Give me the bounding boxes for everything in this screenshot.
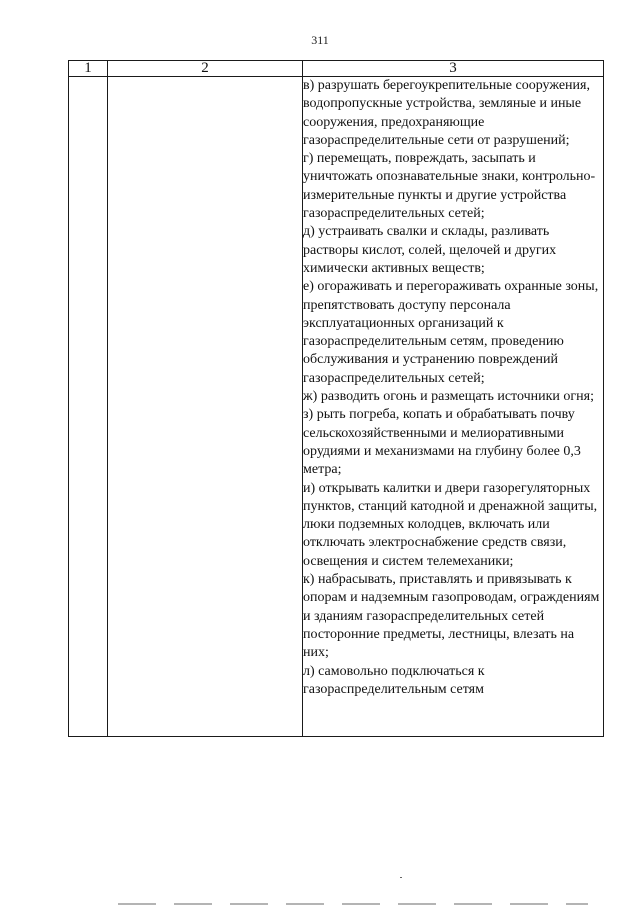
- regulation-table: [68, 60, 604, 737]
- scan-speck: [400, 877, 402, 878]
- column-3-cell: [303, 77, 604, 737]
- list-item: ж) разводить огонь и размещать источники огня;: [303, 389, 594, 405]
- column-1-cell: [69, 77, 108, 737]
- list-item: и) открывать калитки и двери газорегуляторных пунктов, станций катодной и дренажной защиты, люки подземных колодцев, включать или отключать электроснабжение средств связи, освещения и систем телемеханики;: [303, 480, 598, 569]
- page-number: 311: [311, 33, 329, 47]
- list-item: з) рыть погреба, копать и обрабатывать почву сельскохозяйственными и мелиоративными орудиями и механизмами на глубину более 0,3 метра;: [303, 407, 581, 478]
- column-header-3: 3: [303, 61, 604, 77]
- column-2-cell: [108, 77, 303, 737]
- column-header-2: 2: [108, 61, 303, 77]
- table-header-row: [69, 61, 604, 77]
- table-row: [69, 77, 604, 737]
- list-item: е) огораживать и перегораживать охранные зоны, препятствовать доступу персонала эксплуатационных организаций к газораспределительным сетям, проведению обслуживания и устранению повреждений газораспределительных сетей;: [303, 279, 599, 386]
- list-item: л) самовольно подключаться к газораспределительным сетям: [303, 663, 485, 697]
- list-item: г) перемещать, повреждать, засыпать и уничтожать опознавательные знаки, контрольно-измерительные пункты и другие устройства газораспределительных сетей;: [303, 151, 596, 222]
- list-item: д) устраивать свалки и склады, разливать растворы кислот, солей, щелочей и других химически активных веществ;: [303, 224, 557, 276]
- column-header-1: 1: [69, 61, 108, 77]
- list-item: в) разрушать берегоукрепительные сооружения, водопропускные устройства, земляные и иные сооружения, предохраняющие газораспределительные сети от разрушений;: [303, 78, 590, 148]
- list-item: к) набрасывать, приставлять и привязывать к опорам и надземным газопроводам, ограждениям и зданиям газораспределительных сетей посторонние предметы, лестницы, влезать на них;: [303, 572, 600, 661]
